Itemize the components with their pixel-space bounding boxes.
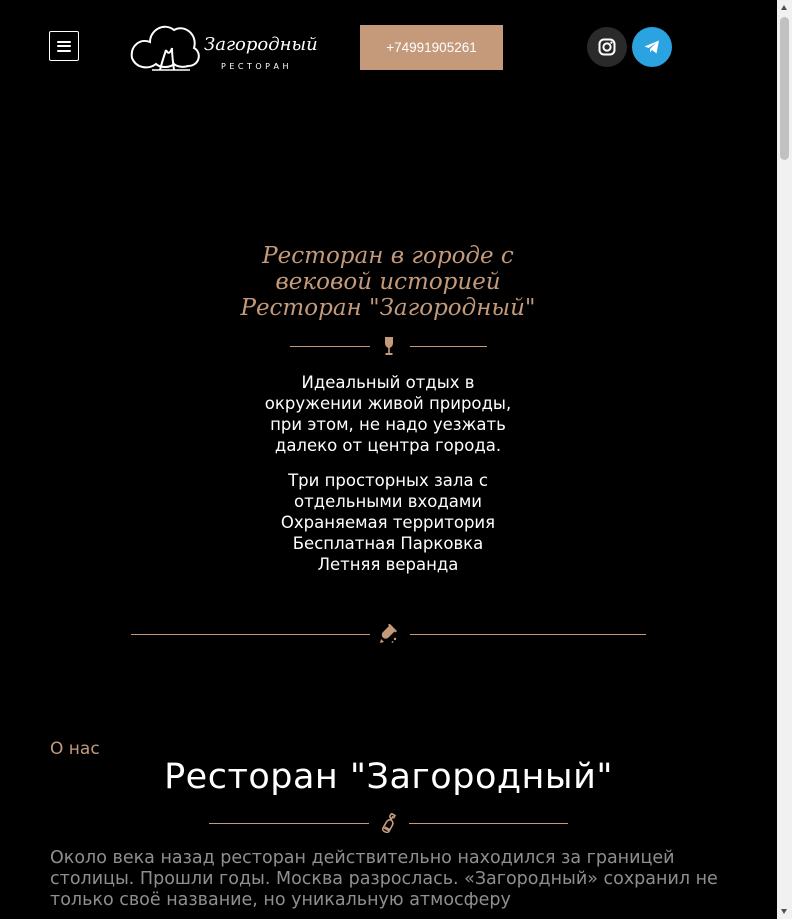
champagne-bottle-icon: [379, 624, 399, 644]
menu-button[interactable]: [49, 31, 79, 61]
bottle-icon: [379, 813, 399, 833]
about-label: О нас: [50, 739, 100, 759]
about-title: Ресторан "Загородный": [164, 757, 613, 797]
hamburger-menu-icon: [57, 41, 71, 52]
logo-subtitle: РЕСТОРАН: [221, 62, 292, 71]
section-divider: [131, 624, 646, 644]
hero-paragraph: Идеальный отдых в окружении живой природы, при этом, не надо уезжать далеко от центра города.: [264, 373, 512, 455]
wine-glass-icon: [379, 336, 399, 356]
telegram-button[interactable]: [632, 27, 672, 67]
hero-features: [236, 470, 540, 575]
scrollbar-thumb[interactable]: [780, 17, 789, 160]
scroll-up-arrow-icon[interactable]: [781, 5, 787, 10]
svg-text:Загородный: Загородный: [204, 34, 318, 55]
about-divider: [209, 813, 568, 833]
feature-item: Три просторных зала с: [288, 471, 488, 490]
phone-button[interactable]: +74991905261: [360, 25, 503, 70]
feature-item: Летняя веранда: [317, 555, 459, 574]
instagram-button[interactable]: [587, 27, 627, 67]
telegram-icon: [643, 38, 661, 56]
scrollbar[interactable]: [777, 0, 792, 919]
scroll-down-arrow-icon[interactable]: [781, 909, 787, 914]
hero-divider: [290, 336, 487, 356]
hero-title: Ресторан в городе с вековой историей Ресторан "Загородный": [240, 243, 536, 321]
feature-item: Охраняемая территория: [280, 513, 496, 532]
instagram-icon: [598, 38, 616, 56]
feature-item: Бесплатная Парковка: [292, 534, 484, 553]
feature-item: отдельными входами: [293, 492, 483, 511]
about-text: Около века назад ресторан действительно находился за границей столицы. Прошли годы. Москва разрослась. «Загородный» сохранил не только своё название, но уникальную атмосферу: [50, 848, 718, 910]
